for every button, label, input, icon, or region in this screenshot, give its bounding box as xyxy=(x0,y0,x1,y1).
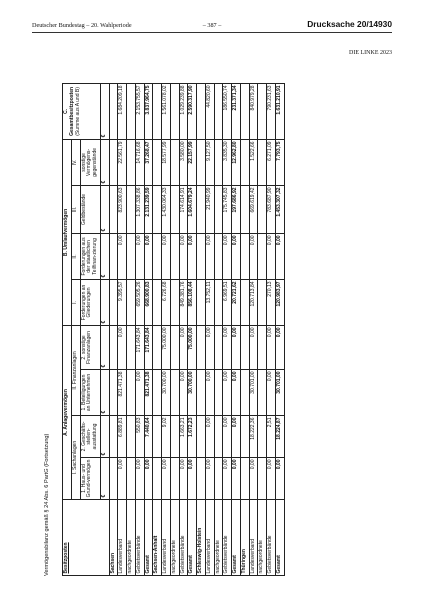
row-value: 9,02 xyxy=(162,416,171,458)
row-value xyxy=(258,139,267,185)
row-value xyxy=(109,458,118,500)
row-value: 0,00 xyxy=(232,458,241,500)
row-value xyxy=(258,370,267,416)
row-value xyxy=(197,416,206,458)
row-label: Gesamt xyxy=(232,500,241,576)
row-value: 1.522,66 xyxy=(249,139,258,185)
row-value: 840.979,28 xyxy=(249,83,258,139)
row-value xyxy=(153,279,162,325)
row-value xyxy=(197,139,206,185)
row-value xyxy=(153,233,162,279)
row-value xyxy=(240,83,249,139)
row-value xyxy=(258,416,267,458)
row-value: 7.793,75 xyxy=(275,139,284,185)
row-value: 0,00 xyxy=(223,458,232,500)
row-value: 0,00 xyxy=(188,233,197,279)
table-row xyxy=(249,83,258,575)
table-row xyxy=(170,83,179,575)
row-value xyxy=(109,139,118,185)
row-value: 1.453.307,32 xyxy=(275,185,284,233)
currency-5: € xyxy=(100,279,109,325)
row-value xyxy=(153,325,162,369)
row-value xyxy=(109,83,118,139)
row-value: 0,00 xyxy=(223,325,232,369)
row-value xyxy=(197,325,206,369)
row-value xyxy=(240,458,249,500)
currency-6: € xyxy=(100,233,109,279)
table-row xyxy=(258,83,267,575)
row-value: 856.108,44 xyxy=(188,279,197,325)
row-value xyxy=(240,185,249,233)
row-value xyxy=(170,370,179,416)
row-label: Gebietsverbände xyxy=(179,500,188,576)
row-value: 821.471,38 xyxy=(144,370,153,416)
row-value: 14.716,68 xyxy=(135,139,144,185)
page-number: – 387 – xyxy=(202,22,222,29)
row-value: 9.395,57 xyxy=(118,279,127,325)
subgroup-sachanlagen: I. Sachanlagen xyxy=(71,416,80,500)
row-value: 2.131.239,59 xyxy=(144,185,153,233)
row-value: 22.561,79 xyxy=(118,139,127,185)
table-row xyxy=(109,83,118,575)
row-value xyxy=(127,325,136,369)
row-value xyxy=(258,279,267,325)
row-value xyxy=(170,185,179,233)
row-value: 2.153.755,57 xyxy=(135,83,144,139)
row-value: 37.268,47 xyxy=(144,139,153,185)
row-value xyxy=(127,233,136,279)
row-label: Thüringen xyxy=(240,500,249,576)
row-label: Gesamt xyxy=(144,500,153,576)
row-value: 0,00 xyxy=(179,370,188,416)
row-value: 783.687,90 xyxy=(267,185,276,233)
row-value xyxy=(153,83,162,139)
row-value xyxy=(197,458,206,500)
row-value: 197.686,92 xyxy=(232,185,241,233)
row-value xyxy=(153,370,162,416)
row-value: 0,00 xyxy=(275,458,284,500)
subgroup-finanzanlagen: II. Finanzanlagen xyxy=(71,325,80,415)
row-value: 12.962,80 xyxy=(232,139,241,185)
row-value: 823.900,63 xyxy=(118,185,127,233)
row-value: 6.889,81 xyxy=(118,416,127,458)
row-value xyxy=(127,279,136,325)
row-label: Gesamt xyxy=(188,500,197,576)
subgroup-b-ii: II. xyxy=(71,233,80,279)
row-value: 1.672,23 xyxy=(188,416,197,458)
row-value: 0,00 xyxy=(249,233,258,279)
row-value xyxy=(170,458,179,500)
row-value xyxy=(197,370,206,416)
row-value: 0,00 xyxy=(267,233,276,279)
row-value xyxy=(127,139,136,185)
row-value: 1.684.209,18 xyxy=(118,83,127,139)
row-value xyxy=(127,370,136,416)
row-value xyxy=(214,233,223,279)
row-value: 9.127,50 xyxy=(205,139,214,185)
row-value: 6.271,09 xyxy=(267,139,276,185)
row-value: 0,00 xyxy=(205,458,214,500)
row-value: 0,00 xyxy=(232,370,241,416)
row-value: 3.835,30 xyxy=(223,139,232,185)
row-value: 44.820,60 xyxy=(205,83,214,139)
table-row xyxy=(275,83,284,575)
col-forderungen-gliederungen: Forderungen an Gliederungen xyxy=(80,279,100,325)
document-id: 14930 xyxy=(368,19,392,29)
header-rule xyxy=(32,32,392,33)
table-row xyxy=(214,83,223,575)
subgroup-b-iii: III. xyxy=(71,185,80,233)
table-row xyxy=(205,83,214,575)
table-row xyxy=(223,83,232,575)
row-value: 270,13 xyxy=(267,279,276,325)
row-value xyxy=(153,185,162,233)
table-row xyxy=(240,83,249,575)
table-row xyxy=(179,83,188,575)
row-value: 0,00 xyxy=(275,233,284,279)
col-sonstige-finanzanlagen: 2. sonstige Finanzanlagen xyxy=(80,325,100,369)
col-forderungen-staatlich: Forderungen aus der staatlichen Teilfinan-zierung xyxy=(80,233,100,279)
row-value: 1.430.064,33 xyxy=(162,185,171,233)
row-value: 22.157,99 xyxy=(188,139,197,185)
row-value: 6.726,68 xyxy=(162,279,171,325)
row-value: 0,00 xyxy=(162,458,171,500)
row-value: 13.752,11 xyxy=(205,279,214,325)
row-value: 0,00 xyxy=(144,458,153,500)
row-value xyxy=(109,185,118,233)
row-label: Landesverband xyxy=(205,500,214,576)
row-value: 18.224,87 xyxy=(275,416,284,458)
currency-7: € xyxy=(100,185,109,233)
currency-4: € xyxy=(100,325,109,369)
currency-2: € xyxy=(100,416,109,458)
group-anlagevermoegen: A. Anlagevermögen xyxy=(63,325,72,499)
table-row xyxy=(197,83,206,575)
col-beteiligungen: 1. Beteiligungen an Unternehmen xyxy=(80,370,100,416)
row-value: 669.619,42 xyxy=(249,185,258,233)
row-value: 849.381,76 xyxy=(179,279,188,325)
row-value: 0,00 xyxy=(135,233,144,279)
row-value xyxy=(127,458,136,500)
table-row xyxy=(135,83,144,575)
row-value xyxy=(214,139,223,185)
row-value xyxy=(240,279,249,325)
row-value: 0,00 xyxy=(144,233,153,279)
row-value: 186.550,74 xyxy=(223,83,232,139)
document-prefix: Drucksache 20/ xyxy=(307,19,369,29)
row-label: Landesverband xyxy=(249,500,258,576)
table-row xyxy=(118,83,127,575)
row-value: 1.663,21 xyxy=(179,416,188,458)
row-value: 550,83 xyxy=(135,416,144,458)
row-value: 18.222,36 xyxy=(249,416,258,458)
row-value xyxy=(197,185,206,233)
row-value: 30.700,00 xyxy=(188,370,197,416)
row-value: 0,00 xyxy=(205,325,214,369)
currency-3: € xyxy=(100,370,109,416)
row-value: 1.561.078,02 xyxy=(162,83,171,139)
row-label: Sachsen xyxy=(109,500,118,576)
document-number xyxy=(307,19,392,29)
row-label: nachgeordnete xyxy=(258,500,267,576)
row-label: Gebietsverbände xyxy=(267,500,276,576)
row-value: 0,00 xyxy=(267,325,276,369)
row-value: 7.440,64 xyxy=(144,416,153,458)
row-value xyxy=(258,325,267,369)
row-value: 0,00 xyxy=(249,458,258,500)
row-value xyxy=(240,139,249,185)
row-value xyxy=(170,279,179,325)
row-label: nachgeordnete xyxy=(214,500,223,576)
row-value: 0,00 xyxy=(118,458,127,500)
row-value xyxy=(214,325,223,369)
row-value: 21.940,99 xyxy=(205,185,214,233)
row-value: 1.631.210,91 xyxy=(275,83,284,139)
row-value xyxy=(109,279,118,325)
table-row xyxy=(267,83,276,575)
header-left: Deutscher Bundestag – 20. Wahlperiode xyxy=(32,22,132,29)
row-value xyxy=(258,458,267,500)
row-value: 0,00 xyxy=(223,416,232,458)
row-value: 821.471,38 xyxy=(118,370,127,416)
row-value xyxy=(197,279,206,325)
table-row xyxy=(162,83,171,575)
row-label: nachgeordnete xyxy=(170,500,179,576)
party-line: DIE LINKE 2023 xyxy=(349,50,392,56)
table-row xyxy=(188,83,197,575)
row-value: 2.590.317,90 xyxy=(188,83,197,139)
row-value: 2,51 xyxy=(267,416,276,458)
row-value: 0,00 xyxy=(223,370,232,416)
row-value: 0,00 xyxy=(232,233,241,279)
row-value xyxy=(127,83,136,139)
row-value xyxy=(214,279,223,325)
group-c-sub: (Summe aus A und B) xyxy=(74,87,81,136)
row-value xyxy=(214,83,223,139)
row-value: 659.505,26 xyxy=(135,279,144,325)
row-label: Gesamt xyxy=(275,500,284,576)
row-value: 0,00 xyxy=(249,325,258,369)
row-value: 175.745,83 xyxy=(223,185,232,233)
row-value: 30.701,00 xyxy=(249,370,258,416)
row-value: 75.000,00 xyxy=(162,325,171,369)
row-label: Gebietsverbände xyxy=(223,500,232,576)
row-value xyxy=(153,458,162,500)
row-value: 1.029.239,88 xyxy=(179,83,188,139)
row-value: 3.580,00 xyxy=(179,139,188,185)
group-umlaufvermoegen: B. Umlaufvermögen xyxy=(63,139,72,325)
col-haus-grund: 1. Haus- und Grund-vermögen xyxy=(80,458,100,500)
row-value xyxy=(197,233,206,279)
row-label: Landesverband xyxy=(118,500,127,576)
row-value: 174.614,91 xyxy=(179,185,188,233)
row-label: Sachsen-Anhalt xyxy=(153,500,162,576)
row-value: 0,00 xyxy=(232,325,241,369)
row-value: 0,00 xyxy=(162,233,171,279)
row-value xyxy=(170,139,179,185)
row-value xyxy=(214,416,223,458)
rotated-table-page xyxy=(40,80,380,580)
row-value: 0,00 xyxy=(275,325,284,369)
row-value xyxy=(258,83,267,139)
row-value: 0,00 xyxy=(205,233,214,279)
row-value: 0,00 xyxy=(118,325,127,369)
row-value: 0,00 xyxy=(179,458,188,500)
row-value: 0,00 xyxy=(267,370,276,416)
row-value xyxy=(170,233,179,279)
row-value: 171.643,84 xyxy=(135,325,144,369)
row-value xyxy=(170,83,179,139)
row-value xyxy=(258,233,267,279)
row-value xyxy=(240,416,249,458)
currency-9: € xyxy=(100,83,109,139)
table-row xyxy=(127,83,136,575)
currency-1: € xyxy=(100,458,109,500)
table-caption: Vermögensbilanz gemäß § 24 Abs. 6 PartG (Fortsetzung) xyxy=(44,433,50,576)
row-value: 0,00 xyxy=(205,416,214,458)
row-value xyxy=(170,416,179,458)
row-value xyxy=(109,233,118,279)
subgroup-b-i: I. xyxy=(71,279,80,325)
row-value xyxy=(214,370,223,416)
row-value: 30.700,00 xyxy=(162,370,171,416)
row-value: 0,00 xyxy=(188,458,197,500)
row-value: 3.837.964,75 xyxy=(144,83,153,139)
group-c-title: C. Gesamtbesitzposten xyxy=(63,86,75,136)
row-value xyxy=(214,185,223,233)
col-geschaeftsstellen: 2. Geschäfts-stellen-ausstattung xyxy=(80,416,100,458)
row-value xyxy=(240,325,249,369)
row-label: nachgeordnete xyxy=(127,500,136,576)
currency-8: € xyxy=(100,139,109,185)
row-value: 171.643,84 xyxy=(144,325,153,369)
row-value: 120.713,84 xyxy=(249,279,258,325)
row-value: 0,00 xyxy=(223,233,232,279)
col-geldbestaende: Geldbestände xyxy=(80,185,100,233)
row-value: 0,00 xyxy=(135,370,144,416)
row-value: 1.307.338,86 xyxy=(135,185,144,233)
row-value: 0,00 xyxy=(118,233,127,279)
row-value xyxy=(127,185,136,233)
row-value xyxy=(127,416,136,458)
row-value xyxy=(214,458,223,500)
table-row xyxy=(153,83,162,575)
row-value: 790.231,63 xyxy=(267,83,276,139)
table-body xyxy=(109,83,284,575)
col-besitzposten: Besitzposten xyxy=(63,500,110,576)
col-sonstige-vermoegen: sonstige Vermögens-gegenstände xyxy=(80,139,100,185)
row-value xyxy=(258,185,267,233)
table-row xyxy=(144,83,153,575)
row-value xyxy=(109,325,118,369)
row-label: Landesverband xyxy=(162,500,171,576)
row-value xyxy=(197,83,206,139)
row-value: 0,00 xyxy=(179,325,188,369)
row-value: 30.701,00 xyxy=(275,370,284,416)
row-value xyxy=(240,233,249,279)
row-value: 6.969,51 xyxy=(223,279,232,325)
row-value: 0,00 xyxy=(205,370,214,416)
row-value: 668.900,83 xyxy=(144,279,153,325)
row-value: 0,00 xyxy=(267,458,276,500)
row-value xyxy=(170,325,179,369)
table-row xyxy=(232,83,241,575)
group-gesamtbesitzposten xyxy=(63,83,101,139)
row-value: 120.983,97 xyxy=(275,279,284,325)
row-value xyxy=(153,139,162,185)
row-value xyxy=(109,416,118,458)
row-value: 20.721,62 xyxy=(232,279,241,325)
row-value xyxy=(153,416,162,458)
row-value: 18.577,99 xyxy=(162,139,171,185)
row-value: 1.604.679,24 xyxy=(188,185,197,233)
row-label: Gebietsverbände xyxy=(135,500,144,576)
asset-balance-table xyxy=(62,83,285,576)
row-value: 231.371,34 xyxy=(232,83,241,139)
row-value: 0,00 xyxy=(179,233,188,279)
row-value xyxy=(109,370,118,416)
row-value: 0,00 xyxy=(135,458,144,500)
row-value: 0,00 xyxy=(232,416,241,458)
row-value: 75.000,00 xyxy=(188,325,197,369)
row-value xyxy=(240,370,249,416)
subgroup-b-iv: IV. xyxy=(71,139,80,185)
row-label: Schleswig-Holstein xyxy=(197,500,206,576)
